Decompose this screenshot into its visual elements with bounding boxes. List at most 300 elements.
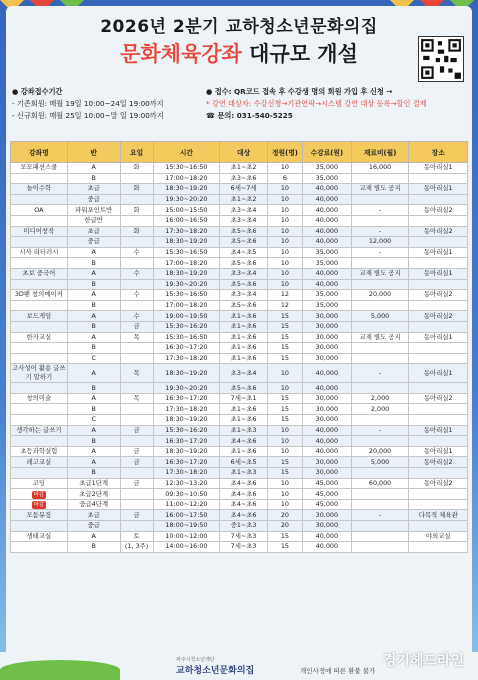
table-header-cell: 장소	[409, 142, 468, 163]
table-cell	[120, 300, 153, 311]
cell-text: 초1~초6	[230, 447, 257, 456]
table-cell	[409, 436, 468, 447]
cell-text: 30,000	[315, 404, 339, 413]
table-cell	[11, 173, 68, 184]
cell-text: 보드게임	[26, 311, 52, 320]
table-cell	[303, 205, 352, 216]
cell-text: 초1~초6	[230, 311, 257, 320]
table-cell	[409, 300, 468, 311]
table-cell	[409, 364, 468, 383]
table-cell	[153, 510, 220, 521]
table-cell	[153, 542, 220, 553]
table-cell	[11, 290, 68, 301]
table-cell	[351, 542, 409, 553]
table-cell	[153, 404, 220, 415]
cell-text: 19:30~20:20	[165, 383, 208, 392]
table-cell	[303, 279, 352, 290]
cell-text: 10	[280, 226, 289, 235]
table-cell	[267, 393, 302, 404]
cell-text: 20,000	[368, 447, 392, 456]
table-row	[11, 531, 468, 542]
table-cell	[351, 343, 409, 354]
table-cell	[303, 531, 352, 542]
cell-text: 30,000	[315, 415, 339, 424]
cell-text: 10	[280, 216, 289, 225]
table-cell	[409, 415, 468, 426]
table-cell	[11, 436, 68, 447]
table-cell	[120, 383, 153, 394]
cell-text: 10	[280, 279, 289, 288]
table-header-cell: 정원(명)	[267, 142, 302, 163]
table-cell	[351, 173, 409, 184]
cell-text: 18:30~19:20	[165, 237, 208, 246]
cell-text: 18:30~19:20	[165, 184, 208, 193]
table-cell	[409, 446, 468, 457]
table-cell	[267, 478, 302, 489]
table-cell	[67, 268, 120, 279]
table-cell	[267, 184, 302, 195]
cell-text: 화	[133, 163, 140, 172]
table-cell	[409, 194, 468, 205]
table-cell	[11, 194, 68, 205]
table-row	[11, 436, 468, 447]
table-cell	[303, 415, 352, 426]
cell-text: 고사성어 활용 글쓰기 말하기	[12, 364, 66, 382]
table-cell	[11, 163, 68, 174]
cell-text: 초급1단계	[79, 478, 109, 487]
table-cell	[267, 425, 302, 436]
cell-text: 시사 리터러시	[19, 248, 59, 257]
cell-text: B	[91, 322, 96, 331]
cell-text: 19:30~20:20	[165, 279, 208, 288]
cell-text: 동아리실2	[423, 457, 453, 466]
cell-text: A	[91, 368, 96, 377]
cell-text: 초1~초6	[230, 415, 257, 424]
cell-text: 미디어창작	[23, 226, 55, 235]
table-cell	[303, 173, 352, 184]
table-cell	[153, 226, 220, 237]
cell-text: 40,000	[315, 447, 339, 456]
cell-text: 45,000	[315, 478, 339, 487]
table-cell	[303, 499, 352, 510]
table-cell	[11, 499, 68, 510]
table-row	[11, 300, 468, 311]
cell-text: A	[91, 531, 96, 540]
table-cell	[220, 542, 268, 553]
cell-text: 동아리실1	[423, 163, 453, 172]
table-cell	[67, 215, 120, 226]
cell-text: 10	[280, 436, 289, 445]
table-cell	[153, 321, 220, 332]
table-cell	[153, 300, 220, 311]
closed-badge: 마감	[33, 491, 45, 498]
table-row	[11, 247, 468, 258]
table-cell	[153, 468, 220, 479]
table-cell	[67, 332, 120, 343]
cell-text: 초1~초2	[230, 195, 257, 204]
table-cell	[303, 489, 352, 500]
cell-text: 생태교실	[26, 531, 52, 540]
cell-text: 수	[133, 269, 140, 278]
table-cell	[120, 226, 153, 237]
table-cell	[220, 393, 268, 404]
cell-text: 초급	[87, 510, 100, 519]
cell-text: 09:30~10:50	[165, 489, 208, 498]
cell-text: 초1~초2	[230, 163, 257, 172]
cell-text: 생각하는 글쓰기	[16, 425, 62, 434]
cell-text: 교재 별도 공지	[359, 184, 401, 193]
cell-text: 중급	[87, 237, 100, 246]
table-cell	[153, 194, 220, 205]
table-cell	[267, 311, 302, 322]
table-cell	[220, 215, 268, 226]
table-cell	[351, 478, 409, 489]
cell-text: 17:00~18:20	[165, 173, 208, 182]
cell-text: 10	[280, 248, 289, 257]
table-cell	[120, 321, 153, 332]
table-cell	[11, 415, 68, 426]
cell-text: 초보 중국어	[22, 269, 56, 278]
table-row	[11, 521, 468, 532]
table-cell	[120, 290, 153, 301]
cell-text: 18:30~19:20	[165, 269, 208, 278]
cell-text: 동아리실2	[423, 290, 453, 299]
cell-text: 15	[280, 343, 289, 352]
cell-text: 15	[280, 394, 289, 403]
table-cell	[11, 343, 68, 354]
table-cell	[67, 499, 120, 510]
table-row	[11, 332, 468, 343]
cell-text: 초4~초6	[230, 489, 257, 498]
table-cell	[351, 226, 409, 237]
cell-text: 중급4단계	[79, 500, 109, 509]
table-cell	[303, 184, 352, 195]
title-highlight: 문화체육강좌	[120, 42, 242, 66]
cell-text: -	[378, 205, 382, 214]
table-cell	[120, 521, 153, 532]
table-row	[11, 163, 468, 174]
cell-text: 19:00~19:50	[165, 311, 208, 320]
table-cell	[220, 436, 268, 447]
cell-text: 17:30~18:20	[165, 404, 208, 413]
cell-text: 한글반	[84, 216, 103, 225]
cell-text: 동아리실2	[423, 478, 453, 487]
cell-text: A	[91, 457, 96, 466]
cell-text: 토	[133, 531, 140, 540]
table-cell	[303, 468, 352, 479]
table-cell	[220, 311, 268, 322]
table-cell	[409, 468, 468, 479]
cell-text: 중급	[87, 521, 100, 530]
cell-text: 동아리실1	[423, 269, 453, 278]
cell-text: 10	[280, 205, 289, 214]
table-cell	[153, 205, 220, 216]
table-cell	[267, 383, 302, 394]
table-cell	[351, 510, 409, 521]
table-cell	[303, 478, 352, 489]
table-cell	[351, 268, 409, 279]
table-cell	[409, 531, 468, 542]
table-cell	[409, 521, 468, 532]
table-cell	[351, 499, 409, 510]
table-row	[11, 425, 468, 436]
table-body	[11, 163, 468, 553]
table-cell	[67, 205, 120, 216]
table-cell	[303, 300, 352, 311]
cell-text: 6	[282, 173, 287, 182]
cell-text: 초4~초6	[230, 478, 257, 487]
table-cell	[303, 404, 352, 415]
table-cell	[303, 215, 352, 226]
cell-text: 모둠뮤징	[26, 510, 52, 519]
cell-text: 초3~초4	[230, 290, 257, 299]
cell-text: 40,000	[315, 226, 339, 235]
cell-text: 15:30~16:20	[165, 322, 208, 331]
cell-text: 18:30~19:20	[165, 415, 208, 424]
table-cell	[153, 279, 220, 290]
cell-text: 10	[280, 478, 289, 487]
table-cell	[409, 353, 468, 364]
table-cell	[351, 425, 409, 436]
table-cell	[120, 393, 153, 404]
cell-text: 35,000	[315, 258, 339, 267]
cell-text: 17:30~18:20	[165, 353, 208, 362]
cell-text: A	[91, 269, 96, 278]
cell-text: A	[91, 163, 96, 172]
cell-text: 40,000	[315, 383, 339, 392]
cell-text: 초5~초6	[230, 383, 257, 392]
cell-text: 20,000	[368, 290, 392, 299]
table-cell	[267, 247, 302, 258]
cell-text: 10	[280, 237, 289, 246]
table-header-cell: 요일	[120, 142, 153, 163]
cell-text: 동아리실1	[423, 184, 453, 193]
cell-text: 15	[280, 542, 289, 551]
table-row	[11, 173, 468, 184]
cell-text: 15	[280, 311, 289, 320]
cell-text: 2,000	[370, 404, 390, 413]
table-cell	[409, 247, 468, 258]
cell-text: (1, 3주)	[124, 542, 149, 551]
table-cell	[120, 510, 153, 521]
table-cell	[303, 226, 352, 237]
cell-text: 30,000	[315, 394, 339, 403]
table-row	[11, 489, 468, 500]
table-cell	[120, 446, 153, 457]
table-cell	[303, 237, 352, 248]
cell-text: 10	[280, 383, 289, 392]
cell-text: 7세~초3	[230, 542, 257, 551]
table-cell	[351, 300, 409, 311]
cell-text: 초1~초3	[230, 425, 257, 434]
cell-text: 초1~초6	[230, 353, 257, 362]
registration-new: - 신규회원: 매월 25일 10:00~말 일 19:00까지	[12, 111, 164, 120]
cell-text: 초1~초6	[230, 322, 257, 331]
table-row	[11, 311, 468, 322]
cell-text: 금	[133, 510, 140, 519]
cell-text: 35,000	[315, 163, 339, 172]
table-cell	[409, 489, 468, 500]
table-cell	[120, 415, 153, 426]
table-cell	[409, 542, 468, 553]
table-cell	[303, 383, 352, 394]
table-cell	[351, 393, 409, 404]
cell-text: 초1~초6	[230, 332, 257, 341]
cell-text: C	[91, 415, 96, 424]
table-cell	[409, 499, 468, 510]
table-cell	[351, 415, 409, 426]
table-cell	[267, 364, 302, 383]
table-cell	[303, 446, 352, 457]
cell-text: 화	[133, 184, 140, 193]
table-row	[11, 268, 468, 279]
table-cell	[303, 425, 352, 436]
cell-text: A	[91, 311, 96, 320]
table-header-cell: 강좌명	[11, 142, 68, 163]
table-cell	[409, 268, 468, 279]
cell-text: 16:00~17:50	[165, 510, 208, 519]
table-cell	[67, 425, 120, 436]
cell-text: 15:00~15:50	[165, 205, 208, 214]
cell-text: 3D펜 창의메이커	[14, 290, 63, 299]
table-cell	[67, 436, 120, 447]
table-cell	[153, 531, 220, 542]
table-cell	[67, 364, 120, 383]
table-cell	[153, 521, 220, 532]
table-cell	[153, 393, 220, 404]
table-cell	[11, 215, 68, 226]
table-row	[11, 542, 468, 553]
cell-text: 35,000	[315, 248, 339, 257]
table-row	[11, 468, 468, 479]
table-cell	[409, 393, 468, 404]
cell-text: 화	[133, 205, 140, 214]
table-cell	[67, 489, 120, 500]
cell-text: 10	[280, 447, 289, 456]
table-cell	[303, 194, 352, 205]
cell-text: 동아리실2	[423, 311, 453, 320]
cell-text: 동아리실2	[423, 226, 453, 235]
cell-text: B	[91, 173, 96, 182]
cell-text: 40,000	[315, 237, 339, 246]
cell-text: 동아리실1	[423, 368, 453, 377]
org-sub: 파주시청소년재단	[176, 657, 215, 663]
cell-text: 30,000	[315, 332, 339, 341]
cell-text: 40,000	[315, 205, 339, 214]
cell-text: 교재 별도 공지	[359, 332, 401, 341]
table-cell	[220, 415, 268, 426]
table-cell	[303, 332, 352, 343]
closed-badge: 마감	[33, 502, 45, 509]
table-row	[11, 393, 468, 404]
cell-text: 17:30~18:20	[165, 468, 208, 477]
table-cell	[351, 521, 409, 532]
table-cell	[220, 468, 268, 479]
table-cell	[11, 258, 68, 269]
cell-text: 초3~초4	[230, 216, 257, 225]
cell-text: 60,000	[368, 478, 392, 487]
table-cell	[220, 226, 268, 237]
cell-text: 초급	[87, 184, 100, 193]
cell-text: 초4~초6	[230, 436, 257, 445]
cell-text: 15:30~16:50	[165, 290, 208, 299]
table-cell	[67, 258, 120, 269]
table-cell	[153, 237, 220, 248]
cell-text: 수	[133, 290, 140, 299]
table-cell	[409, 510, 468, 521]
cell-text: -	[378, 368, 382, 377]
cell-text: C	[91, 353, 96, 362]
table-cell	[120, 489, 153, 500]
cell-text: 동아리실1	[423, 425, 453, 434]
table-cell	[67, 468, 120, 479]
cell-text: 초5~초6	[230, 237, 257, 246]
table-cell	[267, 205, 302, 216]
cell-text: 35,000	[315, 301, 339, 310]
cell-text: 초4~초5	[230, 248, 257, 257]
table-cell	[409, 215, 468, 226]
cell-text: 초급	[87, 226, 100, 235]
cell-text: 15:30~16:50	[165, 248, 208, 257]
cell-text: 초5~초6	[230, 279, 257, 288]
cell-text: 모모패션스쿨	[20, 163, 58, 172]
table-row	[11, 499, 468, 510]
table-cell	[120, 457, 153, 468]
cell-text: 금	[133, 425, 140, 434]
table-cell	[120, 268, 153, 279]
cell-text: 목	[133, 332, 140, 341]
table-cell	[220, 425, 268, 436]
qr-code-icon[interactable]	[418, 36, 464, 82]
cell-text: 7세~초3	[230, 531, 257, 540]
cell-text: 30,000	[315, 521, 339, 530]
cell-text: 15	[280, 415, 289, 424]
table-cell	[67, 521, 120, 532]
table-cell	[351, 364, 409, 383]
cell-text: 40,000	[315, 279, 339, 288]
table-header-cell: 반	[67, 142, 120, 163]
table-cell	[67, 457, 120, 468]
cell-text: 10	[280, 368, 289, 377]
table-cell	[11, 311, 68, 322]
cell-text: 15	[280, 353, 289, 362]
table-row	[11, 290, 468, 301]
table-cell	[120, 353, 153, 364]
table-cell	[220, 353, 268, 364]
table-cell	[409, 457, 468, 468]
table-cell	[351, 279, 409, 290]
cell-text: 초등과학실험	[20, 447, 58, 456]
table-cell	[409, 184, 468, 195]
table-row	[11, 321, 468, 332]
title-line2	[0, 38, 478, 68]
table-cell	[153, 184, 220, 195]
cell-text: 동아리실1	[423, 447, 453, 456]
table-cell	[267, 415, 302, 426]
table-cell	[67, 531, 120, 542]
cell-text: B	[91, 258, 96, 267]
table-row	[11, 457, 468, 468]
table-cell	[220, 404, 268, 415]
cell-text: 창의미술	[26, 394, 52, 403]
cell-text: 30,000	[315, 322, 339, 331]
table-cell	[267, 226, 302, 237]
cell-text: 초급2단계	[79, 489, 109, 498]
cell-text: 40,000	[315, 368, 339, 377]
cell-text: 목	[133, 368, 140, 377]
table-cell	[153, 268, 220, 279]
cell-text: 12,000	[368, 237, 392, 246]
